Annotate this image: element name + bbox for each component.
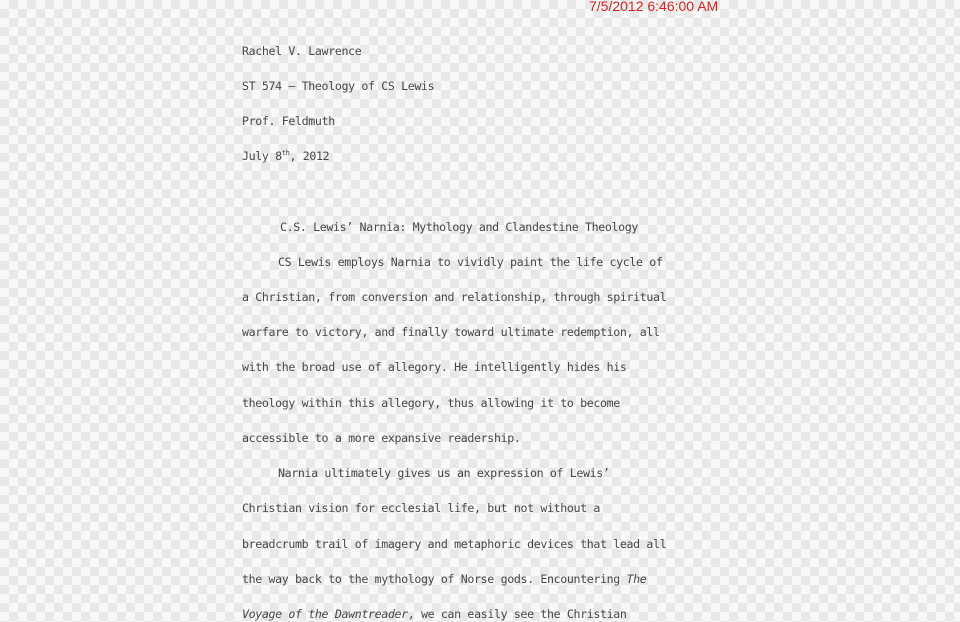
body-text: , we can easily see the Christian (407, 607, 627, 621)
book-title-part: The (626, 572, 647, 586)
body-line: a Christian, from conversion and relationship, through spiritual (242, 290, 667, 304)
date-year: , 2012 (289, 149, 330, 163)
body-line: Narnia ultimately gives us an expression of Lewis’ (278, 466, 610, 480)
body-line: with the broad use of allegory. He intelligently hides his (242, 360, 627, 374)
date-month-day: July 8 (242, 149, 282, 163)
body-line: accessible to a more expansive readership. (242, 431, 521, 445)
body-text: the way back to the mythology of Norse gods. Encountering (242, 572, 627, 586)
body-line: breadcrumb trail of imagery and metaphoric devices that lead all (242, 537, 667, 551)
date-ordinal: th (281, 149, 290, 157)
body-line (242, 607, 627, 621)
body-line: Christian vision for ecclesial life, but not without a (242, 501, 601, 515)
course-line: ST 574 – Theology of CS Lewis (242, 79, 435, 93)
author-line: Rachel V. Lawrence (242, 44, 362, 58)
book-title-part: Voyage of the Dawntreader (242, 607, 408, 621)
body-line (242, 572, 646, 586)
timestamp: 7/5/2012 6:46:00 AM (589, 0, 719, 14)
body-line: warfare to victory, and finally toward ultimate redemption, all (242, 325, 660, 339)
professor-line: Prof. Feldmuth (242, 114, 335, 128)
body-line: CS Lewis employs Narnia to vividly paint the life cycle of (278, 255, 663, 269)
body-line: theology within this allegory, thus allowing it to become (242, 396, 620, 410)
date-line (242, 149, 329, 163)
paper-title: C.S. Lewis’ Narnia: Mythology and Clandestine Theology (280, 220, 639, 234)
